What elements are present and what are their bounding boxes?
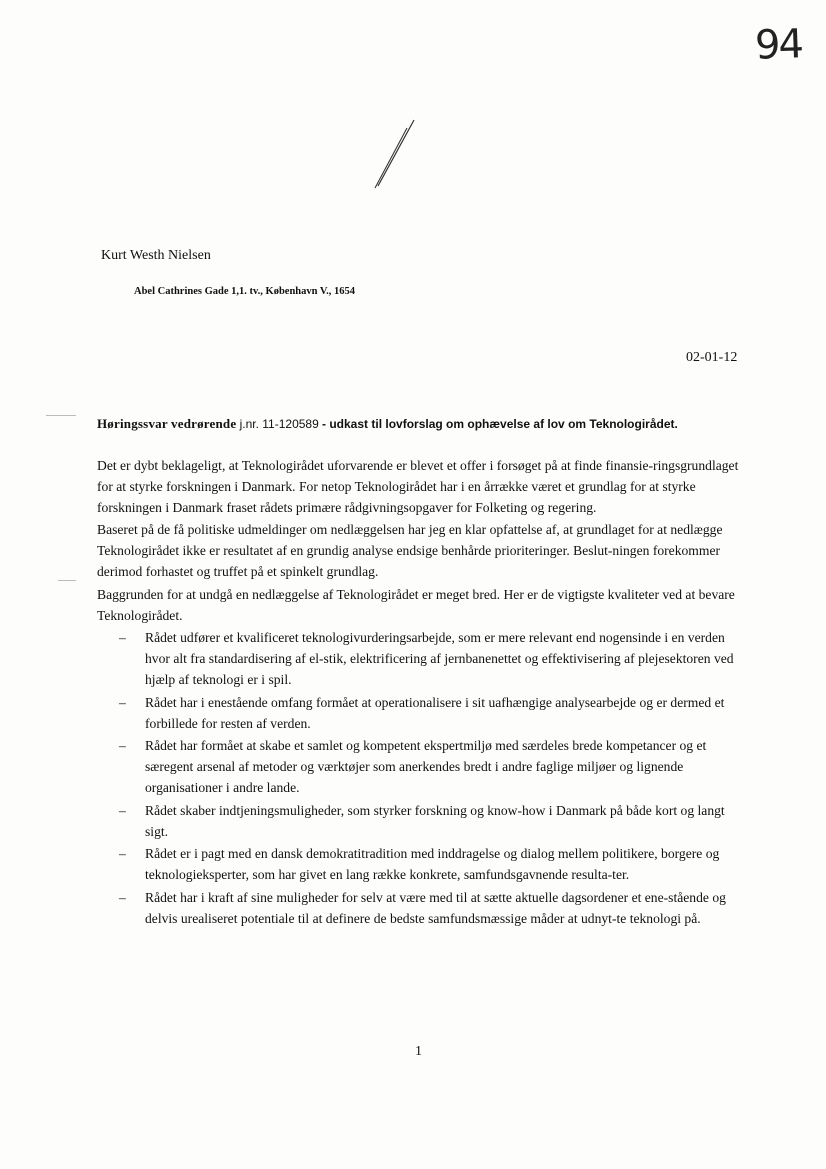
body-paragraph: Baggrunden for at undgå en nedlæggelse af Teknologirådet er meget bred. Her er de vigtigste kvaliteter ved at bevare Teknologirådet. xyxy=(97,586,735,623)
quality-list xyxy=(97,628,747,929)
subject-text: - udkast til lovforslag om ophævelse af lov om Teknologirådet. xyxy=(322,417,678,431)
list-item-text: Rådet udfører et kvalificeret teknologivurderingsarbejde, som er mere relevant end nogensinde i en verden hvor alt fra standardisering af el-stik, elektrificering af jernbanenettet og effektivisering af plejesektoren ved hjælp af teknologi er i spil. xyxy=(145,630,734,687)
bullet-dash: – xyxy=(119,802,126,818)
list-item-text: Rådet er i pagt med en dansk demokratitradition med inddragelse og dialog mellem politikere, borgere og teknologieksperter, som har givet en lang række konkrete, samfundsgavnende resulta-ter. xyxy=(145,846,720,883)
handwritten-page-number: 94 xyxy=(754,21,803,69)
list-item-text: Rådet har i enestående omfang formået at operationalisere i sit uafhængige analysearbejde og er dermed et forbillede for resten af verden. xyxy=(145,694,725,731)
list-item-text: Rådet skaber indtjeningsmuligheder, som styrker forskning og know-how i Danmark på både kort og langt sigt. xyxy=(145,802,725,839)
scan-margin-mark xyxy=(46,415,76,416)
list-item xyxy=(97,628,747,690)
list-item-text: Rådet har formået at skabe et samlet og kompetent ekspertmiljø med særdeles brede kompetancer og et særegent arsenal af metoder og værktøjer som anerkendes bredt i andre faglige miljøer og lignende organisationer i andre lande. xyxy=(145,738,707,795)
body-paragraph: Det er dybt beklageligt, at Teknologirådet uforvarende er blevet et offer i forsøget på at finde finansie-ringsgrundlaget for at styrke forskningen i Danmark. For netop Teknologirådet har i en årrække været et grundlag for at styrke forskningen i Danmark fraset rådets primære rådgivningsopgaver for Folketing og regering. xyxy=(97,458,739,515)
list-item xyxy=(97,693,747,735)
bullet-dash: – xyxy=(119,630,126,646)
body-paragraph: Baseret på de få politiske udmeldinger om nedlæggelsen har jeg en klar opfattelse af, at grundlaget for at nedlægge Teknologirådet ikke er resultatet af en grundig analyse endsige benhårde prioriteringer. Beslut-ningen forekommer derimod forhastet og truffet på et spinkelt grundlag. xyxy=(97,522,723,579)
bullet-dash: – xyxy=(119,738,126,754)
letter-body xyxy=(97,456,747,932)
list-item xyxy=(97,844,747,886)
list-item-text: Rådet har i kraft af sine muligheder for selv at være med til at sætte aktuelle dagsordener et ene-stående og delvis urealiseret potentiale til at definere de bedste samfundsmæssige måder at udnyt-te teknologi på. xyxy=(145,889,726,926)
bullet-dash: – xyxy=(119,694,126,710)
subject-line xyxy=(97,416,757,432)
list-item xyxy=(97,736,747,798)
subject-lead: Høringssvar vedrørende xyxy=(97,416,237,431)
scan-margin-mark xyxy=(58,580,76,581)
page-number: 1 xyxy=(415,1044,422,1059)
list-item xyxy=(97,801,747,843)
sender-name: Kurt Westh Nielsen xyxy=(101,248,211,263)
bullet-dash: – xyxy=(119,889,126,905)
letter-date: 02-01-12 xyxy=(686,350,738,365)
sender-address: Abel Cathrines Gade 1,1. tv., København V., 1654 xyxy=(134,286,356,297)
handwritten-double-slash xyxy=(370,118,420,190)
list-item xyxy=(97,888,747,930)
bullet-dash: – xyxy=(119,846,126,862)
subject-reference: j.nr. 11-120589 xyxy=(239,417,319,431)
